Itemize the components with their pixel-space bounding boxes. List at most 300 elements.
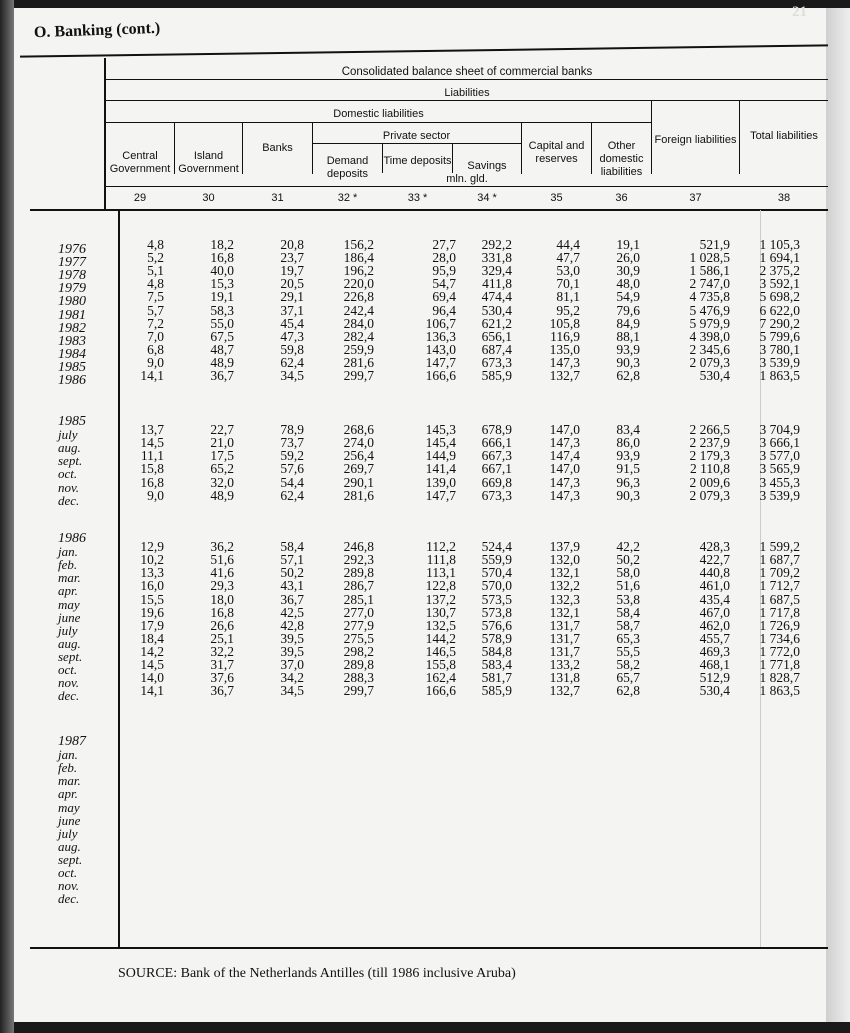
table-cell: 246,8 (343, 539, 374, 555)
table-cell: 62,8 (616, 368, 640, 383)
table-cell: 4,8 (147, 276, 164, 292)
block-year-heading: 1987 (58, 734, 86, 749)
table-cell: 84,9 (616, 315, 640, 331)
row-label: 1976 (58, 242, 86, 257)
table-cell: 673,3 (481, 487, 512, 503)
table-cell: 132,7 (549, 368, 580, 383)
table-cell: 573,8 (481, 604, 512, 620)
table-cell: 29,1 (280, 289, 304, 305)
table-cell: 36,7 (280, 591, 304, 607)
table-cell: 59,8 (280, 341, 304, 357)
table-cell: 83,4 (616, 422, 640, 438)
table-cell: 1 687,5 (759, 591, 800, 607)
table-cell: 93,9 (616, 341, 640, 357)
divider (106, 122, 651, 123)
table-cell: 54,7 (432, 276, 456, 292)
column-number: 33 * (407, 192, 428, 204)
table-cell: 166,6 (425, 683, 456, 699)
table-title: Consolidated balance sheet of commercial banks (341, 66, 593, 78)
table-cell: 162,4 (425, 670, 456, 686)
table-cell: 19,7 (280, 263, 304, 279)
table-cell: 7,5 (147, 289, 164, 305)
table-cell: 3 539,9 (759, 487, 800, 503)
table-cell: 186,4 (343, 250, 374, 266)
table-cell: 585,9 (481, 368, 512, 383)
table-cell: 95,9 (432, 263, 456, 279)
table-cell: 2 009,6 (689, 474, 730, 490)
table-cell: 26,6 (210, 617, 234, 633)
table-cell: 1 709,2 (759, 565, 800, 581)
table-cell: 220,0 (343, 276, 374, 292)
row-label: 1986 (58, 373, 86, 388)
table-cell: 2 266,5 (689, 422, 730, 438)
table-cell: 58,0 (616, 565, 640, 581)
row-label: july (58, 622, 78, 638)
table-cell: 1 726,9 (759, 617, 800, 633)
table-cell: 132,2 (549, 578, 580, 594)
table-cell: 70,1 (556, 276, 580, 292)
table-cell: 13,7 (140, 422, 164, 438)
table-cell: 274,0 (343, 435, 374, 451)
row-label: oct. (58, 865, 78, 880)
table-cell: 1 863,5 (759, 368, 800, 383)
table-cell: 331,8 (481, 250, 512, 266)
row-label: dec. (58, 492, 80, 508)
table-cell: 132,3 (549, 591, 580, 607)
table-cell: 145,3 (425, 422, 456, 438)
col-header-foreign-liabilities: Foreign liabilities (654, 134, 737, 146)
table-cell: 1 771,8 (759, 657, 800, 672)
table-cell: 166,6 (425, 368, 456, 383)
table-cell: 1 586,1 (689, 263, 730, 279)
table-cell: 656,1 (481, 328, 512, 344)
table-cell: 329,4 (481, 263, 512, 279)
table-cell: 147,3 (549, 435, 580, 451)
liabilities-heading: Liabilities (444, 87, 490, 99)
table-cell: 96,4 (432, 302, 456, 318)
table-cell: 147,3 (549, 487, 580, 503)
table-cell: 2 079,3 (689, 354, 730, 370)
table-cell: 135,0 (549, 341, 580, 357)
table-cell: 58,3 (210, 302, 234, 318)
table-cell: 666,1 (481, 435, 512, 451)
table-cell: 282,4 (343, 328, 374, 344)
table-cell: 36,7 (210, 368, 234, 383)
table-cell: 14,5 (140, 435, 164, 451)
table-cell: 42,8 (280, 617, 304, 633)
table-cell: 130,7 (425, 604, 456, 620)
table-cell: 106,7 (425, 315, 456, 331)
divider (106, 186, 828, 187)
unit-label: mln. gld. (446, 173, 488, 185)
row-label: july (58, 427, 78, 443)
table-cell: 143,0 (425, 341, 456, 357)
table-cell: 58,7 (616, 617, 640, 633)
table-cell: 27,7 (432, 237, 456, 252)
table-cell: 54,9 (616, 289, 640, 305)
table-cell: 147,0 (549, 422, 580, 438)
row-label: may (58, 596, 80, 612)
table-cell: 112,2 (426, 539, 456, 555)
table-cell: 96,3 (616, 474, 640, 490)
table-cell: 14,1 (140, 368, 164, 383)
table-cell: 469,3 (699, 643, 730, 659)
table-cell: 93,9 (616, 448, 640, 464)
table-cell: 621,2 (481, 315, 512, 331)
table-cell: 16,8 (210, 250, 234, 266)
divider (312, 143, 521, 144)
row-label: 1980 (58, 294, 86, 310)
table-cell: 4,8 (147, 237, 164, 252)
table-cell: 3 666,1 (759, 435, 800, 451)
table-cell: 147,0 (549, 461, 580, 477)
table-bottom-rule (30, 947, 828, 949)
table-cell: 25,1 (210, 630, 234, 646)
table-cell: 3 455,3 (759, 474, 800, 490)
table-cell: 17,9 (140, 617, 164, 633)
table-cell: 3 592,1 (759, 276, 800, 292)
table-cell: 31,7 (210, 657, 234, 672)
table-cell: 285,1 (343, 591, 374, 607)
table-cell: 673,3 (481, 354, 512, 370)
row-label: 1979 (58, 281, 86, 297)
table-cell: 4 735,8 (689, 289, 730, 305)
table-cell: 16,8 (140, 474, 164, 490)
row-label: dec. (58, 891, 80, 907)
table-cell: 269,7 (343, 461, 374, 477)
table-cell: 42,5 (280, 604, 304, 620)
table-cell: 144,9 (425, 448, 456, 464)
table-cell: 530,4 (481, 302, 512, 318)
table-cell: 32,0 (210, 474, 234, 490)
column-number: 34 * (477, 192, 497, 204)
table-cell: 7 290,2 (759, 315, 800, 331)
table-cell: 11,1 (140, 448, 164, 464)
book-binding (0, 0, 14, 1033)
col-header-banks: Banks (262, 142, 293, 154)
table-cell: 1 863,5 (759, 683, 800, 699)
table-cell: 226,8 (343, 289, 374, 305)
table-cell: 14,2 (140, 643, 164, 659)
table-cell: 36,2 (210, 539, 234, 555)
row-label: july (58, 825, 78, 841)
table-cell: 1 028,5 (689, 250, 730, 266)
table-cell: 570,4 (481, 565, 512, 581)
table-cell: 48,7 (210, 341, 234, 357)
table-cell: 65,2 (210, 461, 234, 477)
table-cell: 23,7 (280, 250, 304, 266)
table-cell: 1 105,3 (759, 237, 800, 252)
table-cell: 3 565,9 (759, 461, 800, 477)
table-cell: 132,1 (549, 565, 580, 581)
column-number: 32 * (337, 192, 358, 204)
table-cell: 3 704,9 (759, 422, 800, 438)
block-year-heading: 1986 (58, 531, 86, 546)
row-label: 1977 (58, 255, 86, 271)
table-cell: 26,0 (616, 250, 640, 266)
table-cell: 18,2 (210, 237, 234, 252)
table-cell: 268,6 (343, 422, 374, 438)
table-cell: 40,0 (210, 263, 234, 279)
table-cell: 95,2 (556, 302, 580, 318)
table-cell: 2 747,0 (689, 276, 730, 292)
table-cell: 30,9 (616, 263, 640, 279)
table-cell: 289,8 (343, 657, 374, 672)
table-cell: 132,7 (549, 683, 580, 699)
table-cell: 585,9 (481, 683, 512, 699)
table-cell: 131,8 (549, 670, 580, 686)
divider (106, 79, 828, 80)
table-cell: 277,9 (343, 617, 374, 633)
row-label: aug. (58, 838, 81, 854)
source-note: SOURCE: Bank of the Netherlands Antilles (till 1986 inclusive Aruba) (118, 966, 516, 981)
table-cell: 14,1 (140, 683, 164, 699)
table-cell: 2 079,3 (689, 487, 730, 503)
table-cell: 292,3 (343, 552, 374, 568)
table-cell: 28,0 (432, 250, 456, 266)
table-cell: 73,7 (280, 435, 304, 451)
table-cell: 290,1 (343, 474, 374, 490)
table-cell: 37,1 (280, 302, 304, 318)
table-cell: 54,4 (280, 474, 304, 490)
table-cell: 122,8 (425, 578, 456, 594)
table-cell: 116,9 (550, 328, 580, 344)
table-cell: 5 698,2 (759, 289, 800, 305)
col-header-savings: Savings (467, 160, 507, 172)
table-cell: 467,0 (699, 604, 730, 620)
table-cell: 34,5 (280, 368, 304, 383)
row-label: 1981 (58, 307, 86, 323)
col-header-total-liabilities: Total liabilities (750, 130, 818, 142)
table-cell: 19,1 (616, 237, 640, 252)
row-label: sept. (58, 851, 83, 867)
table-cell: 36,7 (210, 683, 234, 699)
table-cell: 16,8 (210, 604, 234, 620)
table-left-border (104, 58, 106, 210)
row-label: aug. (58, 440, 81, 456)
table-cell: 51,6 (616, 578, 640, 594)
table-cell: 256,4 (343, 448, 374, 464)
table-cell: 50,2 (280, 565, 304, 581)
row-label: feb. (58, 557, 78, 573)
table-cell: 58,4 (616, 604, 640, 620)
table-cell: 1 687,7 (759, 552, 800, 568)
table-cell: 7,2 (147, 315, 164, 331)
table-cell: 137,9 (549, 539, 580, 555)
table-cell: 570,0 (481, 578, 512, 594)
table-cell: 15,3 (210, 276, 234, 292)
table-cell: 3 780,1 (759, 341, 800, 357)
table-cell: 88,1 (616, 328, 640, 344)
table-cell: 113,1 (426, 565, 456, 581)
table-cell: 21,0 (210, 435, 234, 451)
table-cell: 29,3 (210, 578, 234, 594)
column-number: 36 (615, 192, 628, 204)
table-cell: 141,4 (425, 461, 456, 477)
table-cell: 422,7 (699, 552, 730, 568)
table-cell: 10,2 (140, 552, 164, 568)
table-cell: 81,1 (556, 289, 580, 305)
table-cell: 14,0 (140, 670, 164, 686)
row-label: jan. (58, 747, 78, 763)
row-label: aug. (58, 635, 81, 651)
private-sector-heading: Private sector (382, 130, 451, 142)
table-cell: 147,7 (425, 354, 456, 370)
table-cell: 1 734,6 (759, 630, 800, 646)
table-cell: 15,5 (140, 591, 164, 607)
table-cell: 2 110,8 (690, 461, 730, 477)
table-cell: 584,8 (481, 643, 512, 659)
column-number: 38 (777, 192, 791, 204)
table-cell: 5 799,6 (759, 328, 800, 344)
table-cell: 411,8 (482, 276, 512, 292)
table-cell: 79,6 (616, 302, 640, 318)
table-cell: 136,3 (425, 328, 456, 344)
table-cell: 133,2 (549, 657, 580, 672)
table-cell: 524,4 (481, 539, 512, 555)
row-label: nov. (58, 479, 80, 495)
table-cell: 299,7 (343, 683, 374, 699)
table-cell: 48,9 (210, 354, 234, 370)
table-cell: 48,0 (616, 276, 640, 292)
table-cell: 474,4 (481, 289, 512, 305)
row-label: 1978 (58, 268, 86, 284)
table-cell: 1 717,8 (759, 604, 800, 620)
table-cell: 53,0 (556, 263, 580, 279)
table-cell: 90,3 (616, 487, 640, 503)
row-label: 1982 (58, 320, 86, 336)
column-number: 30 (202, 192, 215, 204)
table-cell: 62,4 (280, 487, 304, 503)
table-cell: 4 398,0 (689, 328, 730, 344)
row-label: apr. (58, 583, 78, 599)
table-cell: 687,4 (481, 341, 512, 357)
table-cell: 146,5 (425, 643, 456, 659)
table-cell: 1 694,1 (759, 250, 800, 266)
row-label: 1984 (58, 346, 86, 362)
table-cell: 3 577,0 (759, 448, 800, 464)
row-label: jan. (58, 544, 78, 560)
table-cell: 9,0 (147, 487, 164, 503)
col-header-island-government: Island Government (178, 150, 239, 175)
table-cell: 65,3 (616, 630, 640, 646)
row-label: apr. (58, 786, 78, 802)
table-cell: 147,4 (549, 448, 580, 464)
table-cell: 18,4 (140, 630, 164, 646)
table-cell: 286,7 (343, 578, 374, 594)
table-cell: 292,2 (481, 237, 512, 252)
header-bottom-rule (30, 209, 828, 211)
table-cell: 53,8 (616, 591, 640, 607)
col-header-demand-deposits: Demand deposits (326, 155, 369, 180)
table-cell: 37,0 (280, 657, 304, 672)
table-cell: 7,0 (147, 328, 164, 344)
col-header-other-domestic: Other domestic liabilities (599, 140, 644, 178)
table-cell: 42,2 (616, 539, 640, 555)
row-label: mar. (58, 773, 81, 789)
row-label: 1983 (58, 333, 86, 349)
table-cell: 581,7 (481, 670, 512, 686)
table-cell: 48,9 (210, 487, 234, 503)
table-cell: 242,4 (343, 302, 374, 318)
table-cell: 147,7 (425, 487, 456, 503)
table-cell: 34,2 (280, 670, 304, 686)
row-label: mar. (58, 570, 81, 586)
table-cell: 147,3 (549, 474, 580, 490)
table-cell: 78,9 (280, 422, 304, 438)
row-label: may (58, 799, 80, 815)
table-cell: 105,8 (549, 315, 580, 331)
table-cell: 583,4 (481, 657, 512, 672)
row-label: sept. (58, 453, 83, 469)
table-cell: 22,7 (210, 422, 234, 438)
table-cell: 440,8 (699, 565, 730, 581)
table-cell: 132,1 (549, 604, 580, 620)
table-cell: 131,7 (549, 617, 580, 633)
column-number: 37 (689, 192, 702, 204)
table-cell: 131,7 (549, 630, 580, 646)
row-label: june (58, 812, 81, 828)
column-number: 29 (133, 192, 147, 204)
row-label: june (58, 609, 81, 625)
table-cell: 461,0 (699, 578, 730, 594)
table-cell: 15,8 (140, 461, 164, 477)
table-cell: 55,5 (616, 643, 640, 659)
table-cell: 51,6 (210, 552, 234, 568)
table-cell: 58,4 (280, 539, 304, 555)
table-cell: 39,5 (280, 643, 304, 659)
table-cell: 59,2 (280, 448, 304, 464)
table-cell: 468,1 (699, 657, 730, 672)
table-cell: 86,0 (616, 435, 640, 451)
table-cell: 578,9 (481, 630, 512, 646)
table-cell: 196,2 (343, 263, 374, 279)
row-label: nov. (58, 675, 80, 691)
row-label: sept. (58, 648, 83, 664)
table-cell: 1 599,2 (759, 539, 800, 555)
table-cell: 299,7 (343, 368, 374, 383)
table-cell: 277,0 (343, 604, 374, 620)
table-cell: 39,5 (280, 630, 304, 646)
table-cell: 435,4 (699, 591, 730, 607)
table-cell: 455,7 (699, 630, 730, 646)
table-cell: 44,4 (556, 237, 580, 252)
table-cell: 139,0 (425, 474, 456, 490)
table-cell: 6 622,0 (759, 302, 800, 318)
page-edge (826, 8, 850, 1022)
table-cell: 132,0 (549, 552, 580, 568)
table-cell: 14,5 (140, 657, 164, 672)
table-cell: 5 476,9 (689, 302, 730, 318)
table-cell: 5 979,9 (689, 315, 730, 331)
table-cell: 57,6 (280, 461, 304, 477)
table-cell: 5,1 (147, 263, 164, 279)
table-cell: 50,2 (616, 552, 640, 568)
table-cell: 19,6 (140, 604, 164, 620)
table-cell: 62,4 (280, 354, 304, 370)
table-cell: 1 712,7 (759, 578, 800, 594)
col-header-capital-reserves: Capital and reserves (528, 140, 585, 165)
table-cell: 132,5 (425, 617, 456, 633)
table-cell: 5,2 (147, 250, 164, 266)
table-cell: 20,8 (280, 237, 304, 252)
table-cell: 111,8 (426, 552, 456, 568)
table-cell: 13,3 (140, 565, 164, 581)
table-cell: 69,4 (432, 289, 456, 305)
table-cell: 62,8 (616, 683, 640, 699)
table-cell: 155,8 (425, 657, 456, 672)
table-cell: 58,2 (616, 657, 640, 672)
